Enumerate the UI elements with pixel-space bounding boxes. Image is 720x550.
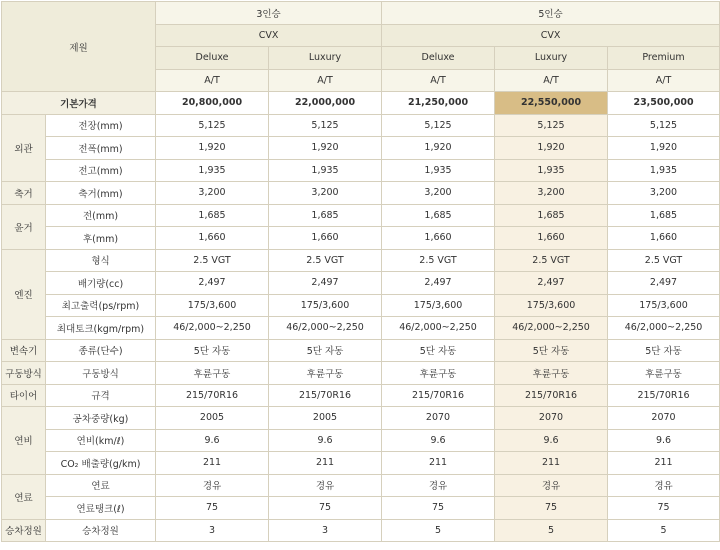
spec-value: 1,935 [608, 159, 720, 182]
spec-value: 2005 [156, 407, 269, 430]
spec-value: 1,660 [382, 227, 495, 250]
spec-value: 2,497 [495, 272, 608, 295]
spec-row [2, 317, 720, 340]
spec-value: 경유 [495, 474, 608, 497]
spec-value: 75 [382, 497, 495, 520]
gear-header: A/T [382, 69, 495, 92]
spec-value: 3,200 [156, 182, 269, 205]
spec-value: 211 [382, 452, 495, 475]
spec-row-label: 형식 [46, 249, 156, 272]
spec-value: 1,920 [608, 137, 720, 160]
spec-value: 2070 [608, 407, 720, 430]
transmission-header: CVX [156, 24, 382, 47]
spec-value: 211 [495, 452, 608, 475]
spec-value: 5,125 [608, 114, 720, 137]
spec-value: 1,920 [495, 137, 608, 160]
spec-value: 5단 자동 [495, 339, 608, 362]
spec-value: 46/2,000~2,250 [495, 317, 608, 340]
spec-value: 후륜구동 [156, 362, 269, 385]
spec-row [2, 384, 720, 407]
base-price-row [2, 92, 720, 115]
spec-value: 2.5 VGT [382, 249, 495, 272]
spec-value: 9.6 [495, 429, 608, 452]
spec-value: 후륜구동 [382, 362, 495, 385]
spec-row-label: 축거(mm) [46, 182, 156, 205]
spec-category: 타이어 [2, 384, 46, 407]
spec-row [2, 294, 720, 317]
spec-label: 제원 [2, 2, 156, 92]
spec-row-label: 전(mm) [46, 204, 156, 227]
spec-category: 축거 [2, 182, 46, 205]
spec-value: 경유 [156, 474, 269, 497]
spec-row-label: 연료 [46, 474, 156, 497]
spec-value: 215/70R16 [269, 384, 382, 407]
spec-row [2, 137, 720, 160]
spec-row [2, 452, 720, 475]
spec-row [2, 249, 720, 272]
spec-value: 46/2,000~2,250 [269, 317, 382, 340]
spec-row-label: CO₂ 배출량(g/km) [46, 452, 156, 475]
spec-value: 175/3,600 [269, 294, 382, 317]
spec-row [2, 362, 720, 385]
base-price-value: 22,000,000 [269, 92, 382, 115]
transmission-header: CVX [382, 24, 720, 47]
spec-value: 경유 [382, 474, 495, 497]
spec-value: 211 [156, 452, 269, 475]
spec-category: 외관 [2, 114, 46, 182]
base-price-value: 23,500,000 [608, 92, 720, 115]
spec-value: 5 [495, 519, 608, 542]
spec-row [2, 204, 720, 227]
spec-value: 3,200 [269, 182, 382, 205]
spec-value: 1,660 [608, 227, 720, 250]
spec-value: 5단 자동 [269, 339, 382, 362]
spec-value: 5,125 [269, 114, 382, 137]
spec-value: 1,660 [269, 227, 382, 250]
spec-value: 215/70R16 [382, 384, 495, 407]
spec-value: 9.6 [269, 429, 382, 452]
base-price-value-highlighted: 22,550,000 [495, 92, 608, 115]
spec-value: 3,200 [495, 182, 608, 205]
spec-row [2, 159, 720, 182]
spec-value: 5 [608, 519, 720, 542]
spec-value: 5단 자동 [382, 339, 495, 362]
spec-row-label: 전고(mm) [46, 159, 156, 182]
spec-value: 1,920 [156, 137, 269, 160]
spec-value: 후륜구동 [269, 362, 382, 385]
spec-row-label: 후(mm) [46, 227, 156, 250]
spec-value: 9.6 [608, 429, 720, 452]
spec-value: 1,935 [495, 159, 608, 182]
spec-value: 175/3,600 [608, 294, 720, 317]
spec-row-label: 종류(단수) [46, 339, 156, 362]
spec-row-label: 구동방식 [46, 362, 156, 385]
spec-value: 2070 [495, 407, 608, 430]
spec-value: 175/3,600 [382, 294, 495, 317]
spec-row [2, 407, 720, 430]
spec-value: 3 [269, 519, 382, 542]
spec-value: 1,685 [382, 204, 495, 227]
group-header-5-seat: 5인승 [382, 2, 720, 25]
spec-category: 연료 [2, 474, 46, 519]
spec-value: 215/70R16 [156, 384, 269, 407]
spec-row-label: 연비(km/ℓ) [46, 429, 156, 452]
spec-value: 후륜구동 [495, 362, 608, 385]
gear-header: A/T [269, 69, 382, 92]
spec-value: 2.5 VGT [495, 249, 608, 272]
base-price-value: 21,250,000 [382, 92, 495, 115]
spec-value: 3,200 [382, 182, 495, 205]
spec-value: 175/3,600 [156, 294, 269, 317]
gear-header: A/T [156, 69, 269, 92]
spec-row-label: 승차정원 [46, 519, 156, 542]
spec-value: 5,125 [156, 114, 269, 137]
spec-value: 2.5 VGT [608, 249, 720, 272]
trim-header: Deluxe [382, 47, 495, 70]
spec-row-label: 전폭(mm) [46, 137, 156, 160]
spec-value: 1,660 [495, 227, 608, 250]
spec-row-label: 규격 [46, 384, 156, 407]
spec-value: 경유 [269, 474, 382, 497]
gear-header: A/T [608, 69, 720, 92]
spec-value: 75 [608, 497, 720, 520]
spec-value: 211 [269, 452, 382, 475]
spec-value: 1,920 [382, 137, 495, 160]
spec-value: 5,125 [382, 114, 495, 137]
spec-value: 211 [608, 452, 720, 475]
spec-value: 215/70R16 [608, 384, 720, 407]
spec-value: 2,497 [608, 272, 720, 295]
spec-category: 변속기 [2, 339, 46, 362]
spec-value: 3,200 [608, 182, 720, 205]
spec-value: 75 [156, 497, 269, 520]
spec-value: 2005 [269, 407, 382, 430]
spec-value: 2.5 VGT [156, 249, 269, 272]
spec-table [1, 1, 720, 542]
spec-row-label: 공차중량(kg) [46, 407, 156, 430]
spec-value: 2,497 [382, 272, 495, 295]
spec-row-label: 연료탱크(ℓ) [46, 497, 156, 520]
spec-value: 175/3,600 [495, 294, 608, 317]
base-price-label: 기본가격 [2, 92, 156, 115]
spec-value: 46/2,000~2,250 [382, 317, 495, 340]
spec-value: 9.6 [156, 429, 269, 452]
spec-row [2, 429, 720, 452]
spec-value: 1,920 [269, 137, 382, 160]
spec-value: 1,935 [269, 159, 382, 182]
spec-value: 1,935 [156, 159, 269, 182]
spec-value: 1,685 [269, 204, 382, 227]
group-header-3-seat: 3인승 [156, 2, 382, 25]
spec-value: 5,125 [495, 114, 608, 137]
spec-value: 215/70R16 [495, 384, 608, 407]
spec-value: 75 [269, 497, 382, 520]
spec-value: 46/2,000~2,250 [608, 317, 720, 340]
spec-row [2, 182, 720, 205]
spec-row-label: 최대토크(kgm/rpm) [46, 317, 156, 340]
spec-value: 1,935 [382, 159, 495, 182]
spec-value: 후륜구동 [608, 362, 720, 385]
spec-category: 승차정원 [2, 519, 46, 542]
header-row-groups [2, 2, 720, 25]
spec-row [2, 114, 720, 137]
spec-value: 1,685 [608, 204, 720, 227]
gear-header: A/T [495, 69, 608, 92]
spec-value: 2070 [382, 407, 495, 430]
spec-value: 5단 자동 [156, 339, 269, 362]
base-price-value: 20,800,000 [156, 92, 269, 115]
spec-row [2, 272, 720, 295]
spec-row [2, 519, 720, 542]
spec-row-label: 배기량(cc) [46, 272, 156, 295]
trim-header: Deluxe [156, 47, 269, 70]
spec-value: 경유 [608, 474, 720, 497]
spec-value: 5 [382, 519, 495, 542]
spec-row-label: 전장(mm) [46, 114, 156, 137]
spec-value: 1,660 [156, 227, 269, 250]
spec-category: 연비 [2, 407, 46, 475]
spec-value: 9.6 [382, 429, 495, 452]
spec-row [2, 339, 720, 362]
trim-header: Luxury [269, 47, 382, 70]
spec-category: 윤거 [2, 204, 46, 249]
spec-value: 2.5 VGT [269, 249, 382, 272]
spec-row [2, 474, 720, 497]
spec-category: 엔진 [2, 249, 46, 339]
spec-row-label: 최고출력(ps/rpm) [46, 294, 156, 317]
spec-value: 5단 자동 [608, 339, 720, 362]
spec-value: 1,685 [156, 204, 269, 227]
spec-value: 2,497 [269, 272, 382, 295]
spec-value: 2,497 [156, 272, 269, 295]
spec-row [2, 227, 720, 250]
trim-header: Luxury [495, 47, 608, 70]
spec-value: 75 [495, 497, 608, 520]
spec-value: 3 [156, 519, 269, 542]
trim-header: Premium [608, 47, 720, 70]
spec-value: 46/2,000~2,250 [156, 317, 269, 340]
spec-row [2, 497, 720, 520]
spec-category: 구동방식 [2, 362, 46, 385]
spec-value: 1,685 [495, 204, 608, 227]
